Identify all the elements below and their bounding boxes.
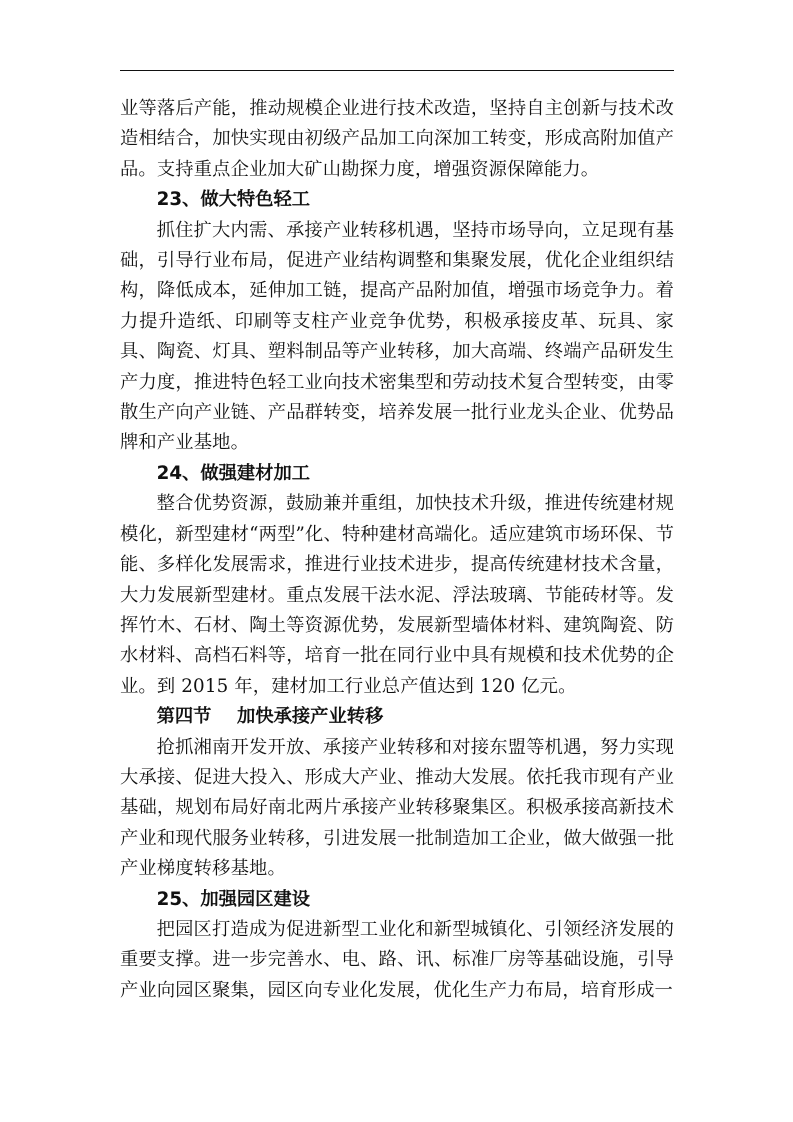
paragraph-park-construction: 把园区打造成为促进新型工业化和新型城镇化、引领经济发展的重要支撑。进一步完善水、电、路、讯、标准厂房等基础设施，引导产业向园区聚集，园区向专业化发展，优化生产力布局，培育形成一	[120, 918, 674, 1001]
heading-24: 24、做强建材加工	[156, 462, 311, 484]
paragraph-building-materials: 整合优势资源，鼓励兼并重组，加快技术升级，推进传统建材规模化，新型建材“两型”化、特种建材高端化。适应建筑市场环保、节能、多样化发展需求，推进行业技术进步，提高传统建材技术含量，大力发展新型建材。重点发展干法水泥、浮法玻璃、节能砖材等。发挥竹木、石材、陶土等资源优势，发展新型墙体材料、建筑陶瓷、防水材料、高档石料等，培育一批在同行业中具有规模和技术优势的企业。到 2015 年，建材加工行业总产值达到 120 亿元。	[120, 493, 674, 697]
header-rule	[120, 70, 674, 71]
section-title: 加快承接产业转移	[237, 706, 384, 728]
paragraph-continuation: 业等落后产能，推动规模企业进行技术改造，坚持自主创新与技术改造相结合，加快实现由初级产品加工向深加工转变，形成高附加值产品。支持重点企业加大矿山勘探力度，增强资源保障能力。	[120, 98, 674, 180]
paragraph-light-industry: 抓住扩大内需、承接产业转移机遇，坚持市场导向，立足现有基础，引导行业布局，促进产业结构调整和集聚发展，优化企业组织结构，降低成本，延伸加工链，提高产品附加值，增强市场竞争力。着力提升造纸、印刷等支柱产业竞争优势，积极承接皮革、玩具、家具、陶瓷、灯具、塑料制品等产业转移，加大高端、终端产品研发生产力度，推进特色轻工业向技术密集型和劳动技术复合型转变，由零散生产向产业链、产品群转变，培养发展一批行业龙头企业、优势品牌和产业基地。	[120, 219, 674, 454]
document-body	[120, 94, 674, 1006]
paragraph-industry-transfer: 抢抓湘南开发开放、承接产业转移和对接东盟等机遇，努力实现大承接、促进大投入、形成大产业、推动大发展。依托我市现有产业基础，规划布局好南北两片承接产业转移聚集区。积极承接高新技术产业和现代服务业转移，引进发展一批制造加工企业，做大做强一批产业梯度转移基地。	[120, 736, 674, 880]
heading-25: 25、加强园区建设	[156, 888, 311, 910]
section-label: 第四节	[156, 706, 212, 728]
section-heading-4	[120, 702, 674, 732]
heading-23: 23、做大特色轻工	[156, 189, 311, 211]
